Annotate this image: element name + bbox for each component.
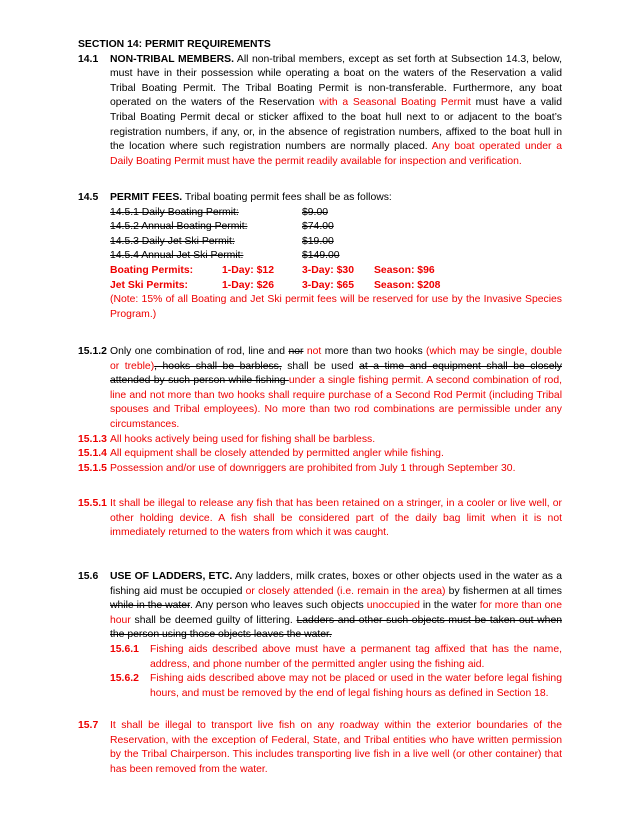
text-run: Tribal boating permit fees shall be as follows: [182, 192, 392, 203]
inserted-text: Any boat operated under a Daily Boating Permit must have the permit readily available for inspection and verification. [110, 141, 562, 167]
subparagraph-text: Fishing aids described above must have a permanent tag affixed that has the name, address, and phone number of the permitted angler using the fishing aid. [150, 643, 562, 670]
paragraph-number: 15.1.4 [78, 448, 107, 460]
paragraph-number: 15.1.5 [78, 462, 107, 474]
paragraph-15-1-4 [78, 447, 562, 462]
paragraph-title: NON-TRIBAL MEMBERS. [110, 53, 234, 65]
paragraph-text: It shall be illegal to release any fish that has been retained on a stringer, in a cooler or live well, or other holding device. A fish shall be considered part of the daily bag limit when it is not immediately returned to the waters from which it was caught. [110, 498, 562, 539]
paragraph-15-1-3 [78, 433, 562, 448]
paragraph-number: 15.5.1 [78, 498, 107, 509]
paragraph-text: USE OF LADDERS, ETC. Any ladders, milk crates, boxes or other objects used in the water as a fishing aid must be occupied or closely attended (i.e. remain in the area) by fishermen at all times while in the water. Any person who leaves such objects unoccupied in the water for more than one hour shall be deemed guilty of littering. Ladders and other such objects must be taken out when the person using those objects leaves the water. 15.6.1 Fishing aids described above must have a permanent tag affixed that has the name, address, and phone number of the permitted angler using the fishing aid. 15.6.2 Fishing aids described above may not be placed or used in the water before legal fishing hours, and must be removed by the end of legal fishing hours as defined in Section 18. [110, 570, 562, 701]
paragraph-15-7 [78, 719, 562, 777]
text-run: must have a valid Tribal Boating Permit decal or sticker affixed to the boat hull next to or adjacent to the boat’s registration numbers, if any, or, in the absence of registration numbers, affixed to the boat hull in the location where such registration numbers are normally placed. [110, 97, 562, 153]
paragraph-number: 14.5 [78, 192, 99, 203]
section-14-block [78, 38, 562, 169]
paragraph-number: 15.6 [78, 571, 99, 582]
paragraph-number: 15.1.3 [78, 433, 107, 445]
old-fee-list [110, 206, 562, 264]
subparagraph-text: Fishing aids described above may not be placed or used in the water before legal fishing hours, and must be removed by the end of legal fishing hours as defined in Section 18. [150, 673, 562, 699]
paragraph-title: PERMIT FEES. [110, 192, 183, 203]
paragraph-number: 15.1.2 [78, 346, 107, 357]
paragraph-15-6 [78, 570, 562, 701]
old-fee-row: 14.5.1 Daily Boating Permit: $9.00 [110, 206, 329, 218]
section-15-1-block [78, 345, 562, 476]
subparagraph-number: 15.6.1 [110, 643, 139, 655]
paragraph-15-1-2 [78, 345, 562, 433]
new-fee-row: Boating Permits: 1-Day: $12 3-Day: $30 Season: $96 [110, 264, 435, 276]
paragraph-14-1 [78, 53, 562, 170]
paragraph-number: 15.7 [78, 720, 99, 731]
section-heading: SECTION 14: PERMIT REQUIREMENTS [78, 39, 271, 50]
paragraph-text [110, 53, 562, 170]
paragraph-text: It shall be illegal to transport live fish on any roadway within the exterior boundaries of the Reservation, with the exception of Federal, State, and Tribal entities who have written permission by the Tribal Chairperson. This includes transporting live fish in a live well (or other container) that has been removed from the water. [110, 720, 562, 775]
old-fee-row: 14.5.3 Daily Jet Ski Permit: $19.00 [110, 235, 334, 247]
subparagraph-15-6-2 [110, 672, 562, 701]
paragraph-text: Only one combination of rod, line and nor not more than two hooks (which may be single, double or treble), hooks shall be barbless, shall be used at a time and equipment shall be closely attended by such person while fishing under a single fishing permit. A second combination of rod, line and not more than two hooks shall require purchase of a Second Rod Permit (including Tribal spouses and Tribal employees). No more than two rod combinations are permissible under any circumstances. [110, 346, 562, 430]
paragraph-text [110, 191, 562, 322]
subparagraph-15-6-1 [110, 643, 562, 672]
fee-note: (Note: 15% of all Boating and Jet Ski permit fees will be reserved for use by the Invasive Species Program.) [110, 294, 562, 320]
paragraph-number: 14.1 [78, 53, 99, 65]
paragraph-text: Possession and/or use of downriggers are prohibited from July 1 through September 30. [110, 462, 516, 474]
inserted-text: with a Seasonal Boating Permit [319, 97, 471, 109]
paragraph-text: All hooks actively being used for fishing shall be barbless. [110, 433, 376, 445]
text-run: All non-tribal members, except as set forth at Subsection 14.3, below, must have in their possession while operating a boat on the waters of the Reservation a valid Tribal Boating Permit. The Tribal Boating Permit is non-transferable. Furthermore, any boat operated on the waters of the Reservation [110, 53, 562, 109]
paragraph-15-5-1 [78, 497, 562, 541]
subparagraph-number: 15.6.2 [110, 673, 139, 685]
paragraph-14-5 [78, 191, 562, 322]
paragraph-15-1-5 [78, 462, 562, 477]
new-fee-row: Jet Ski Permits: 1-Day: $26 3-Day: $65 Season: $208 [110, 279, 441, 291]
old-fee-row: 14.5.2 Annual Boating Permit: $74.00 [110, 221, 334, 233]
new-fee-list [110, 264, 562, 293]
paragraph-title: USE OF LADDERS, ETC. [110, 571, 233, 582]
old-fee-row: 14.5.4 Annual Jet Ski Permit: $149.00 [110, 250, 340, 262]
paragraph-text: All equipment shall be closely attended by permitted angler while fishing. [110, 448, 444, 460]
